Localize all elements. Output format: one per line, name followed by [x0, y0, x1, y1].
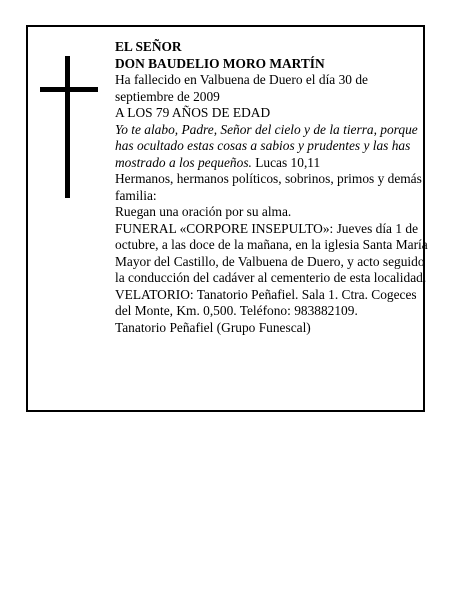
quote-reference: Lucas 10,11	[251, 154, 321, 170]
obituary-text	[115, 39, 430, 336]
funeral-details: FUNERAL «CORPORE INSEPULTO»: Jueves día 1 de octubre, a las doce de la mañana, en la iglesia Santa María Mayor del Castillo, de Valbuena de Duero, y acto seguido la conducción del cadáver al cementerio de esta localidad.	[115, 220, 428, 285]
family-mourners: Hermanos, hermanos políticos, sobrinos, primos y demás familia:	[115, 171, 422, 203]
death-info: Ha fallecido en Valbuena de Duero el día 30 de septiembre de 2009	[115, 72, 368, 104]
deceased-name: DON BAUDELIO MORO MARTÍN	[115, 55, 325, 71]
latin-cross-icon	[40, 56, 98, 198]
obituary-notice	[26, 25, 428, 412]
funeral-home: Tanatorio Peñafiel (Grupo Funescal)	[115, 319, 311, 335]
wake-details: VELATORIO: Tanatorio Peñafiel. Sala 1. Ctra. Cogeces del Monte, Km. 0,500. Teléfono: 983882109.	[115, 286, 417, 318]
title-line-1: EL SEÑOR	[115, 39, 182, 54]
age-at-death: A LOS 79 AÑOS DE EDAD	[115, 105, 271, 120]
bible-quote: Yo te alabo, Padre, Señor del cielo y de la tierra, porque has ocultado estas cosas a sabios y prudentes y las has mostrado a los pequeños.	[115, 121, 418, 170]
prayer-request: Ruegan una oración por su alma.	[115, 204, 292, 219]
bible-quote-paragraph	[115, 122, 430, 172]
